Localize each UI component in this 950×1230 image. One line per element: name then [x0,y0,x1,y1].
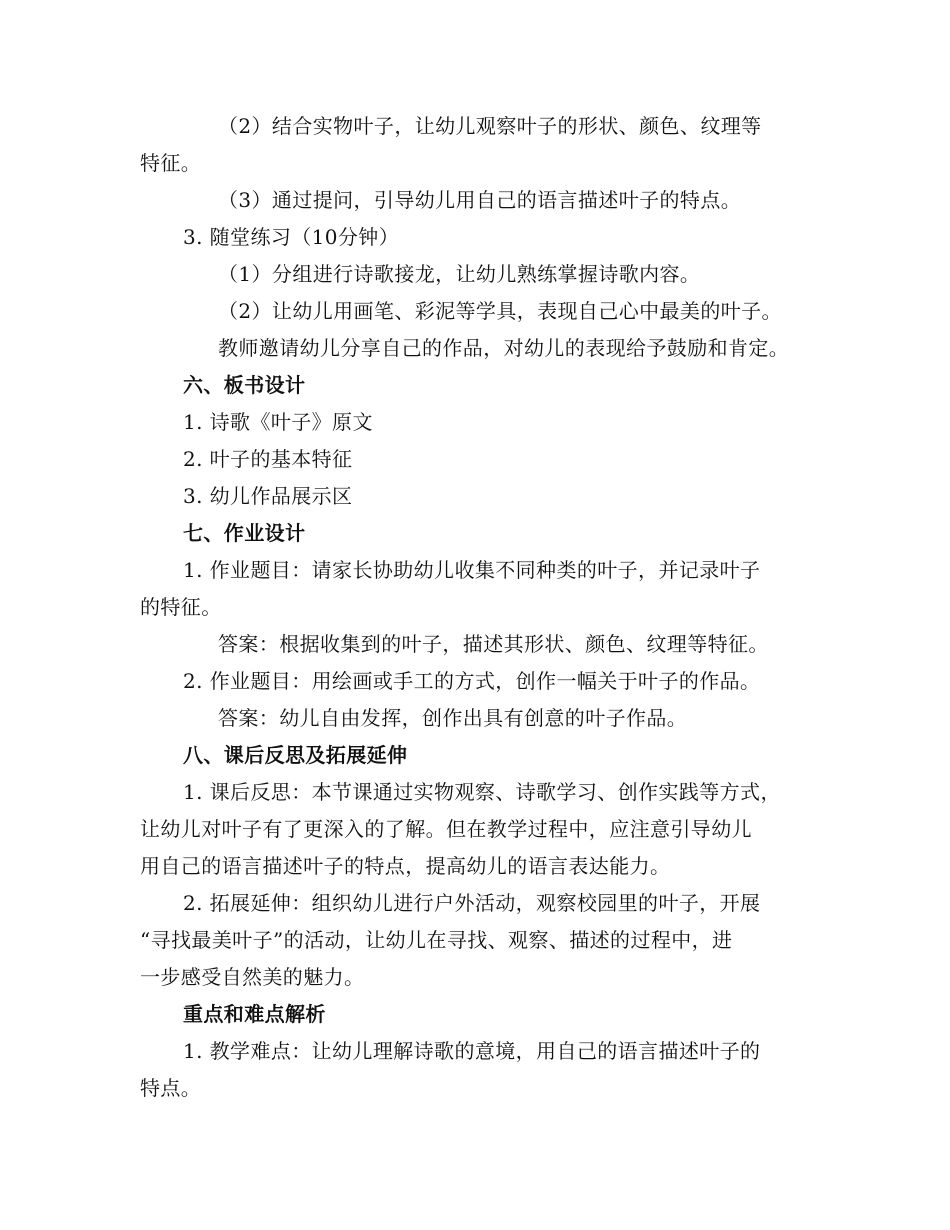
body-line: （3）通过提问，引导幼儿用自己的语言描述叶子的特点。 [218,188,742,212]
section-heading: 八、课后反思及拓展延伸 [183,743,408,767]
body-line: （2）结合实物叶子，让幼儿观察叶子的形状、颜色、纹理等 [218,114,762,138]
body-line: 教师邀请幼儿分享自己的作品，对幼儿的表现给予鼓励和肯定。 [218,336,790,360]
list-item: 1. 作业题目：请家长协助幼儿收集不同种类的叶子，并记录叶子 [183,558,761,582]
list-item: 1. 诗歌《叶子》原文 [183,410,373,434]
body-line: 一步感受自然美的魅力。 [140,965,365,989]
body-line: 的特征。 [140,595,222,619]
list-item: 3. 幼儿作品展示区 [183,484,353,508]
list-item: 2. 作业题目：用绘画或手工的方式，创作一幅关于叶子的作品。 [183,669,761,693]
body-line: 特征。 [140,151,202,175]
list-item: 1. 教学难点：让幼儿理解诗歌的意境，用自己的语言描述叶子的 [183,1039,761,1063]
list-item: 3. 随堂练习（10分钟） [183,225,400,249]
body-line: 让幼儿对叶子有了更深入的了解。但在教学过程中，应注意引导幼儿 [140,817,752,841]
list-item: 1. 课后反思：本节课通过实物观察、诗歌学习、创作实践等方式， [183,780,781,804]
section-heading: 七、作业设计 [183,521,306,545]
body-line: （2）让幼儿用画笔、彩泥等学具，表现自己心中最美的叶子。 [218,299,782,323]
body-line: 特点。 [140,1076,202,1100]
body-line: （1）分组进行诗歌接龙，让幼儿熟练掌握诗歌内容。 [218,262,701,286]
answer-line: 答案：幼儿自由发挥，创作出具有创意的叶子作品。 [218,706,688,730]
body-line: 用自己的语言描述叶子的特点，提高幼儿的语言表达能力。 [140,854,671,878]
section-heading: 重点和难点解析 [183,1002,326,1026]
body-line: “寻找最美叶子”的活动，让幼儿在寻找、观察、描述的过程中，进 [140,928,733,952]
list-item: 2. 拓展延伸：组织幼儿进行户外活动，观察校园里的叶子，开展 [183,891,761,915]
list-item: 2. 叶子的基本特征 [183,447,353,471]
answer-line: 答案：根据收集到的叶子，描述其形状、颜色、纹理等特征。 [218,632,769,656]
section-heading: 六、板书设计 [183,373,306,397]
